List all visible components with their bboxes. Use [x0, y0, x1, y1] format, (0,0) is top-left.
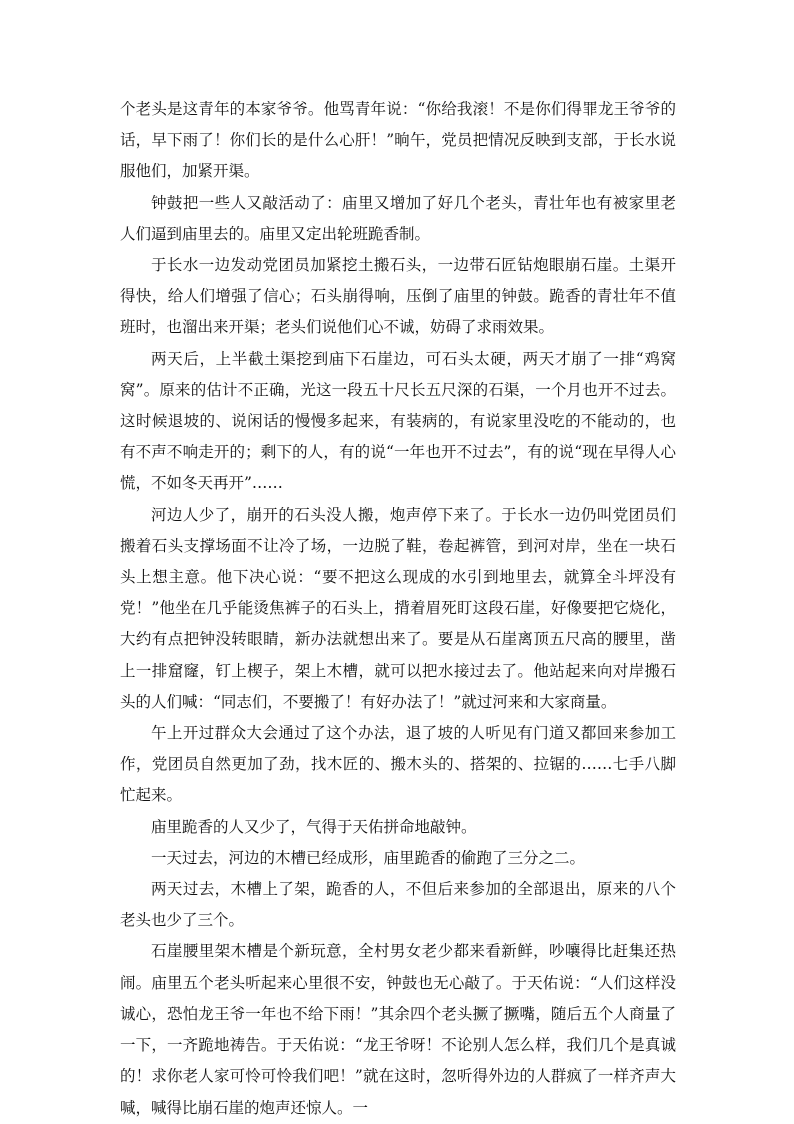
paragraph: 庙里跪香的人又少了，气得于天佑拼命地敲钟。: [151, 817, 477, 836]
paragraph: 个老头是这青年的本家爷爷。他骂青年说：“你给我滚！不是你们得罪龙王爷爷的话，早下雨了！你们长的是什么心肝！”晌午，党员把情况反映到支部，于长水说服他们，加紧开渠。: [120, 100, 676, 181]
paragraph: 午上开过群众大会通过了这个办法，退了坡的人听见有门道又都回来参加工作，党团员自然更加了劲，找木匠的、搬木头的、搭架的、拉锯的……七手八脚忙起来。: [120, 724, 676, 805]
paragraph: 河边人少了，崩开的石头没人搬，炮声停下来了。于长水一边仍叫党团员们搬着石头支撑场面不让冷了场，一边脱了鞋，卷起裤管，到河对岸，坐在一块石头上想主意。他下决心说：“要不把这么现成的水引到地里去，就算全斗坪没有党！”他坐在几乎能烫焦裤子的石头上，揹着眉死盯这段石崖，好像要把它烧化，大约有点把钟没转眼睛，新办法就想出来了。要是从石崖离顶五尺高的腰里，凿上一排窟窿，钉上楔子，架上木槽，就可以把水接过去了。他站起来向对岸搬石头的人们喊：“同志们，不要搬了！有好办法了！”就过河来和大家商量。: [120, 505, 676, 711]
paragraph: 两天后，上半截土渠挖到庙下石崖边，可石头太硬，两天才崩了一排“鸡窝窝”。原来的估计不正确，光这一段五十尺长五尺深的石渠，一个月也开不过去。这时候退坡的、说闲话的慢慢多起来，有装病的，有说家里没吃的不能动的，也有不声不响走开的；剩下的人，有的说“一年也开不过去”，有的说“现在早得人心慌，不如冬天再开”……: [120, 349, 676, 493]
paragraph: 石崖腰里架木槽是个新玩意，全村男女老少都来看新鲜，吵嚷得比赶集还热闹。庙里五个老头听起来心里很不安，钟鼓也无心敲了。于天佑说：“人们这样没诚心，恐怕龙王爷一年也不给下雨！”其余四个老头撅了撅嘴，随后五个人商量了一下，一齐跪地祷告。于天佑说：“龙王爷呀！不论别人怎么样，我们几个是真诚的！求你老人家可怜可怜我们吧！”就在这时，忽听得外边的人群疯了一样齐声大喊，喊得比崩石崖的炮声还惊人。一: [120, 942, 676, 1117]
paragraph: 于长水一边发动党团员加紧挖土搬石头，一边带石匠钻炮眼崩石崖。土渠开得快，给人们增强了信心；石头崩得响，压倒了庙里的钟鼓。跪香的青壮年不值班时，也溜出来开渠；老头们说他们心不诚，妨碍了求雨效果。: [120, 256, 676, 337]
paragraph: 钟鼓把一些人又敲活动了：庙里又增加了好几个老头，青壮年也有被家里老人们逼到庙里去的。庙里又定出轮班跪香制。: [120, 193, 676, 243]
document-body: [120, 94, 676, 1124]
paragraph: 一天过去，河边的木槽已经成形，庙里跪香的偷跑了三分之二。: [151, 848, 586, 867]
paragraph: 两天过去，木槽上了架，跪香的人，不但后来参加的全部退出，原来的八个老头也少了三个。: [120, 880, 676, 930]
